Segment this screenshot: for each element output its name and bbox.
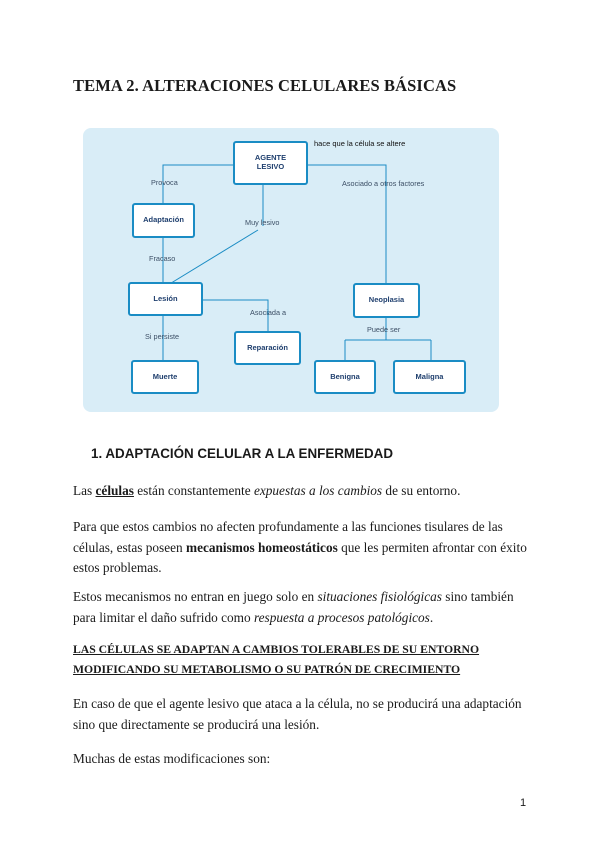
node-neoplasia: Neoplasia [353,283,420,318]
p1-text-a: Las [73,483,96,498]
p3-text-e: . [429,609,434,625]
paragraph-1 [73,481,533,502]
page-title: TEMA 2. ALTERACIONES CELULARES BÁSICAS [73,76,457,95]
p3-text-a: Estos mecanismos no entran en juego solo en [73,589,318,604]
label-puede-ser: Puede ser [367,325,401,334]
p3-italic-respuesta: respuesta a procesos patológicos [253,609,430,625]
edge-muylesivo-lesion [163,230,258,288]
label-muy-lesivo: Muy lesivo [245,218,280,227]
label-si-persiste: Si persiste [145,332,180,341]
p1-term-celulas: células [95,483,134,498]
page-number: 1 [520,797,527,809]
p2-term-mecanismos: mecanismos homeostáticos [186,539,338,555]
paragraph-5: Muchas de estas modificaciones son: [73,751,271,766]
node-benigna: Benigna [314,360,376,394]
p1-italic-expuestas: expuestas a los cambios [253,483,383,498]
label-asociada-a: Asociada a [250,308,287,317]
node-adaptacion: Adaptación [132,203,195,238]
paragraph-3 [73,587,533,628]
node-muerte: Muerte [131,360,199,394]
concept-diagram [83,128,499,412]
section-heading: 1. ADAPTACIÓN CELULAR A LA ENFERMEDAD [91,446,394,461]
node-lesion: Lesión [128,282,203,316]
p1-text-e: de su entorno. [382,483,461,498]
p2-text-c: que les permiten afrontar con éxito estos problemas. [73,539,527,575]
node-agente-lesivo: AGENTE LESIVO [233,141,308,185]
label-asociado-otros-factores: Asociado a otros factores [342,179,425,188]
paragraph-4: En caso de que el agente lesivo que ataca a la célula, no se producirá una adaptación sino que directamente se producirá una lesión. [73,696,522,732]
p2-text-a: Para que estos cambios no afecten profundamente a las funciones tisulares de las células, estas poseen [73,519,503,555]
p1-text-c: están constantemente [133,483,254,498]
label-provoca: Provoca [151,178,178,187]
node-maligna: Maligna [393,360,466,394]
node-reparacion: Reparación [234,331,301,365]
diagram-handwritten-note: hace que la célula se altere [314,139,406,148]
paragraph-2 [73,517,533,579]
p3-text-c: sino también para limitar el daño sufrido como [73,589,514,625]
key-statement: LAS CÉLULAS SE ADAPTAN A CAMBIOS TOLERABLES DE SU ENTORNO MODIFICANDO SU METABOLISMO O SU PATRÓN DE CRECIMIENTO [73,643,480,676]
label-fracaso: Fracaso [149,254,176,263]
p3-italic-situaciones: situaciones fisiológicas [317,589,442,604]
